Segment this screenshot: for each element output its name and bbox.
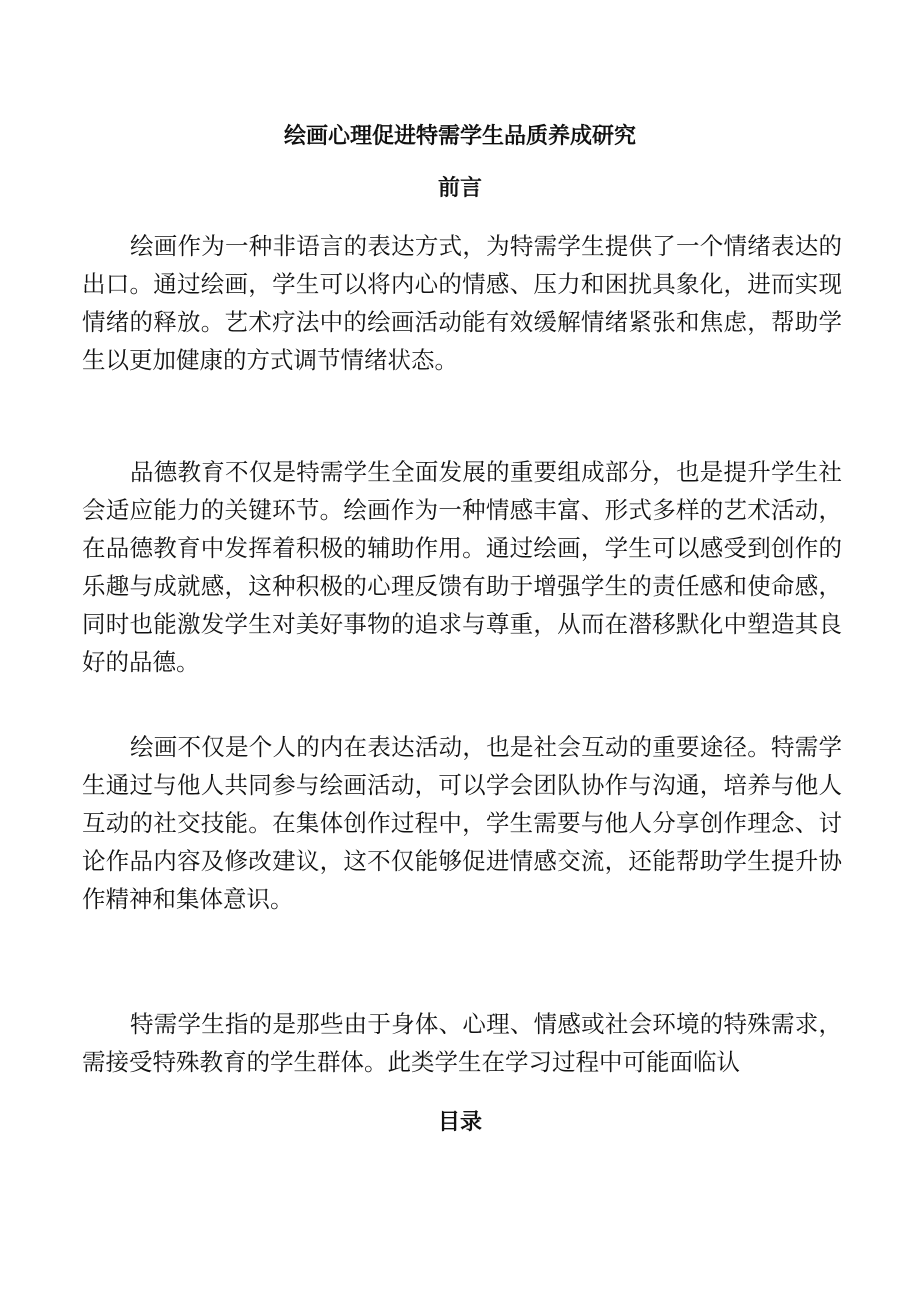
- toc-heading: 目录: [437, 1109, 482, 1135]
- preface-paragraph-4: 特需学生指的是那些由于身体、心理、情感或社会环境的特殊需求，需接受特殊教育的学生群体。此类学生在学习过程中可能面临认: [82, 1010, 842, 1076]
- document-title: 绘画心理促进特需学生品质养成研究: [283, 123, 636, 149]
- preface-paragraph-1: 绘画作为一种非语言的表达方式，为特需学生提供了一个情绪表达的出口。通过绘画，学生可以将内心的情感、压力和困扰具象化，进而实现情绪的释放。艺术疗法中的绘画活动能有效缓解情绪紧张和焦虑，帮助学生以更加健康的方式调节情绪状态。: [82, 232, 842, 374]
- preface-paragraph-2: 品德教育不仅是特需学生全面发展的重要组成部分，也是提升学生社会适应能力的关键环节。绘画作为一种情感丰富、形式多样的艺术活动，在品德教育中发挥着积极的辅助作用。通过绘画，学生可以感受到创作的乐趣与成就感，这种积极的心理反馈有助于增强学生的责任感和使命感，同时也能激发学生对美好事物的追求与尊重，从而在潜移默化中塑造其良好的品德。: [82, 458, 842, 676]
- preface-paragraph-3: 绘画不仅是个人的内在表达活动，也是社会互动的重要途径。特需学生通过与他人共同参与绘画活动，可以学会团队协作与沟通，培养与他人互动的社交技能。在集体创作过程中，学生需要与他人分享创作理念、讨论作品内容及修改建议，这不仅能够促进情感交流，还能帮助学生提升协作精神和集体意识。: [82, 733, 842, 913]
- preface-heading: 前言: [437, 175, 482, 201]
